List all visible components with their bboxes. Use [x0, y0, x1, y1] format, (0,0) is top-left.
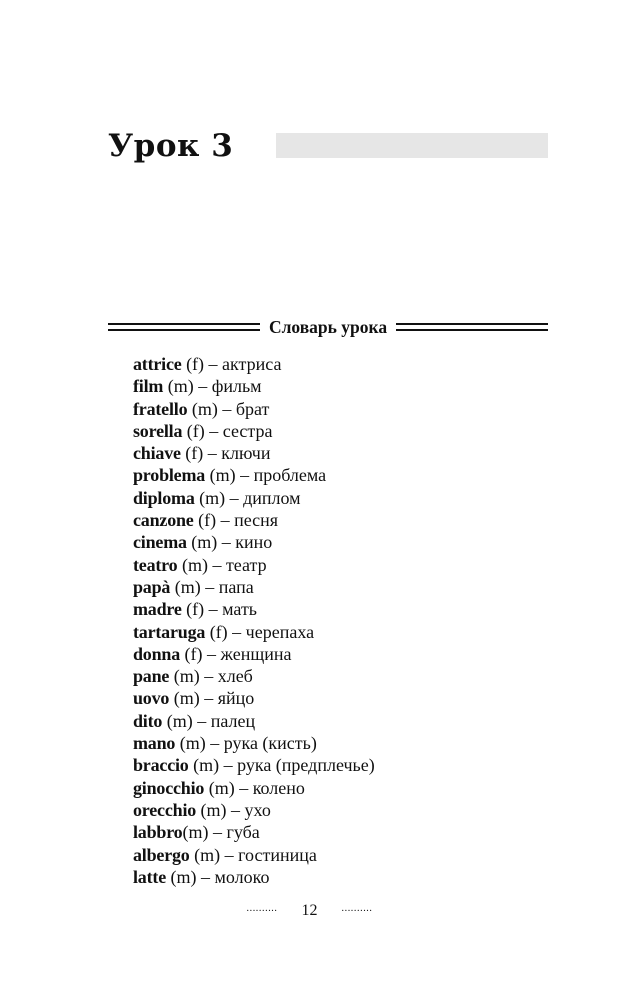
vocabulary-translation: (f) – ключи	[180, 443, 271, 464]
vocabulary-translation: (f) – черепаха	[205, 621, 315, 642]
vocabulary-item	[133, 598, 375, 620]
vocabulary-translation: (m) – рука (предплечье)	[188, 755, 375, 776]
vocabulary-word: donna	[133, 643, 181, 664]
vocabulary-item	[133, 754, 375, 776]
vocabulary-translation: (m) – колено	[204, 777, 305, 798]
vocabulary-translation: (m) – гостиница	[189, 844, 317, 865]
vocabulary-translation: (f) – песня	[193, 510, 279, 531]
vocabulary-translation: (f) – женщина	[180, 643, 292, 664]
vocabulary-word: pane	[133, 666, 170, 687]
vocabulary-translation: (m) – рука (кисть)	[175, 733, 317, 754]
vocabulary-translation: (f) – сестра	[182, 420, 273, 441]
vocabulary-item	[133, 398, 375, 420]
vocabulary-item	[133, 821, 375, 843]
vocabulary-word: film	[133, 376, 164, 397]
vocabulary-word: dito	[133, 710, 163, 731]
vocabulary-item	[133, 531, 375, 553]
double-rule-right	[396, 323, 548, 331]
section-header	[108, 316, 548, 338]
vocabulary-item	[133, 844, 375, 866]
vocabulary-word: papà	[133, 576, 171, 597]
vocabulary-translation: (m) – брат	[187, 398, 270, 419]
vocabulary-item	[133, 442, 375, 464]
vocabulary-word: problema	[133, 465, 206, 486]
vocabulary-word: sorella	[133, 420, 183, 441]
lesson-title: Урок 3	[108, 128, 234, 164]
vocabulary-translation: (m) – кино	[186, 532, 273, 553]
vocabulary-word: chiave	[133, 443, 181, 464]
vocabulary-item	[133, 710, 375, 732]
vocabulary-word: braccio	[133, 755, 189, 776]
vocabulary-translation: (m) – папа	[170, 576, 254, 597]
vocabulary-item	[133, 576, 375, 598]
vocabulary-item	[133, 554, 375, 576]
vocabulary-word: orecchio	[133, 799, 197, 820]
vocabulary-word: labbro	[133, 822, 183, 843]
vocabulary-translation: (f) – мать	[181, 599, 258, 620]
double-rule-left	[108, 323, 260, 331]
vocabulary-translation: (m) – молоко	[165, 866, 270, 887]
vocabulary-word: teatro	[133, 554, 178, 575]
vocabulary-translation: (m) – диплом	[194, 487, 301, 508]
vocabulary-item	[133, 420, 375, 442]
vocabulary-word: madre	[133, 599, 182, 620]
vocabulary-translation: (f) – актриса	[181, 354, 282, 374]
vocabulary-item	[133, 866, 375, 888]
vocabulary-word: mano	[133, 733, 176, 754]
vocabulary-item	[133, 353, 375, 375]
footer-dots-right: ..........	[341, 903, 373, 915]
vocabulary-translation: (m) – фильм	[163, 376, 262, 397]
vocabulary-item	[133, 777, 375, 799]
vocabulary-word: canzone	[133, 510, 194, 531]
page-number: 12	[301, 902, 318, 919]
vocabulary-translation: (m) – театр	[177, 554, 267, 575]
vocabulary-translation: (m) – ухо	[196, 799, 271, 820]
vocabulary-word: cinema	[133, 532, 187, 553]
vocabulary-word: latte	[133, 866, 166, 887]
vocabulary-item	[133, 621, 375, 643]
vocabulary-word: uovo	[133, 688, 170, 709]
vocabulary-word: diploma	[133, 487, 195, 508]
vocabulary-item	[133, 799, 375, 821]
vocabulary-word: fratello	[133, 398, 188, 419]
vocabulary-item	[133, 687, 375, 709]
vocabulary-translation: (m) – проблема	[205, 465, 327, 486]
vocabulary-item	[133, 732, 375, 754]
vocabulary-item	[133, 509, 375, 531]
vocabulary-word: attrice	[133, 354, 182, 374]
title-decorative-bar	[276, 133, 548, 158]
vocabulary-item	[133, 487, 375, 509]
vocabulary-item	[133, 375, 375, 397]
section-title: Словарь урока	[268, 317, 388, 337]
footer-dots-left: ..........	[246, 903, 278, 915]
vocabulary-translation: (m) – яйцо	[169, 688, 255, 709]
vocabulary-translation: (m) – палец	[162, 710, 256, 731]
vocabulary-translation: (m) – губа	[182, 822, 260, 843]
vocabulary-item	[133, 665, 375, 687]
vocabulary-item	[133, 464, 375, 486]
vocabulary-list	[133, 353, 375, 888]
vocabulary-translation: (m) – хлеб	[169, 666, 253, 687]
vocabulary-word: albergo	[133, 844, 190, 865]
page-footer	[0, 901, 619, 921]
vocabulary-word: ginocchio	[133, 777, 205, 798]
vocabulary-item	[133, 643, 375, 665]
vocabulary-word: tartaruga	[133, 621, 206, 642]
